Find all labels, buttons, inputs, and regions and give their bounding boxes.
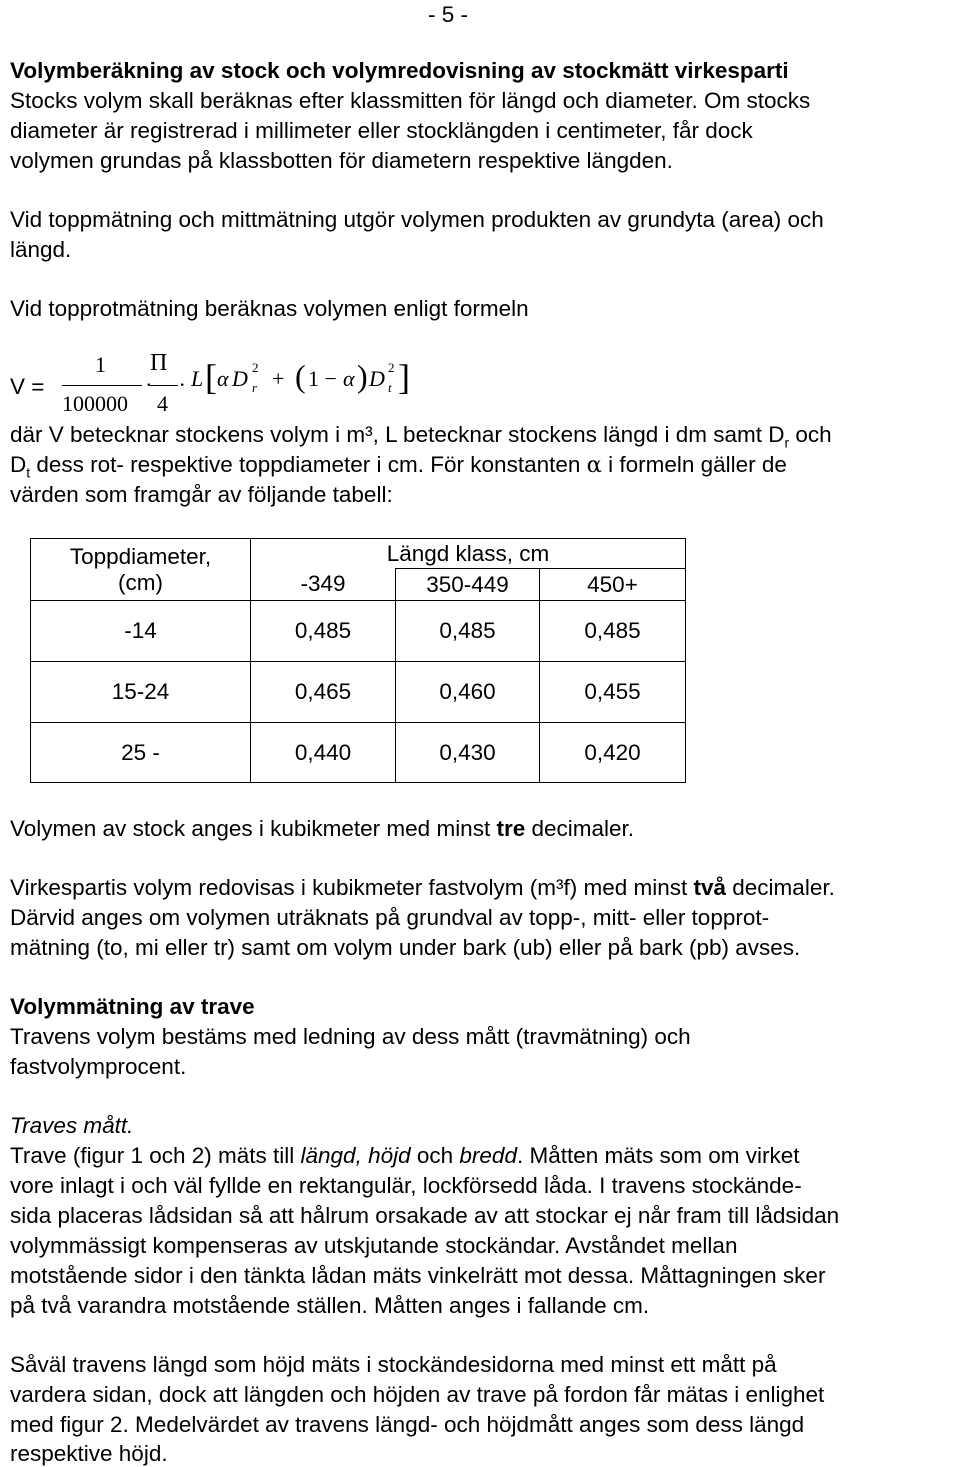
column-header: 350-449 [396, 569, 540, 601]
right-paren: ) [357, 358, 368, 394]
text-line: motstående sidor i den tänkta lådan mäts vinkelrätt mot dessa. Måttagningen sker [10, 1263, 826, 1288]
plus-sign: + [272, 366, 285, 391]
text-line: Vid topprotmätning beräknas volymen enligt formeln [10, 296, 529, 321]
text-line: värden som framgår av följande tabell: [10, 482, 393, 507]
fraction-denominator: 4 [157, 391, 168, 416]
text-line: Stocks volym skall beräknas efter klassmitten för längd och diameter. Om stocks [10, 88, 811, 113]
text-line: fastvolymprocent. [10, 1054, 187, 1079]
subheading-stack-measure: Traves mått. [10, 1113, 134, 1138]
table-cell: 0,485 [396, 601, 540, 662]
alpha-symbol: α [343, 366, 355, 391]
text-line: vore inlagt i och väl fyllde en rektangulär, lockförsedd låda. I travens stockände- [10, 1173, 802, 1198]
text-line: mätning (to, mi eller tr) samt om volym under bark (ub) eller på bark (pb) avses. [10, 935, 801, 960]
text-line: Därvid anges om volymen uträknats på grundval av topp-, mitt- eller topprot- [10, 905, 770, 930]
text-line: volymen grundas på klassbotten för diametern respektive längden. [10, 148, 673, 173]
table-header-diameter: Toppdiameter, (cm) [31, 539, 251, 601]
table-cell: 0,440 [251, 723, 396, 783]
formula-lhs: V = [10, 374, 45, 399]
table-cell: 0,420 [540, 723, 686, 783]
left-paren: ( [295, 358, 306, 394]
table-cell: 0,430 [396, 723, 540, 783]
text-line: där V betecknar stockens volym i m³, L betecknar stockens längd i dm samt $D_r$ och [10, 422, 832, 451]
root-diameter-variable: D [232, 366, 248, 391]
table-cell: 0,485 [251, 601, 396, 662]
multiply-dot: . [146, 366, 152, 391]
row-label: -14 [31, 601, 251, 662]
length-variable: . L [180, 366, 204, 391]
text-line: Såväl travens längd som höjd mäts i stockändesidorna med minst ett mått på [10, 1352, 777, 1377]
text-line: vardera sidan, dock att längden och höjden av trave på fordon får mätas i enlighet [10, 1382, 825, 1407]
row-label: 15-24 [31, 662, 251, 723]
volume-formula [10, 348, 430, 426]
pi-symbol: Π [150, 350, 168, 376]
table-cell: 0,455 [540, 662, 686, 723]
table-row [31, 662, 686, 723]
top-diameter-variable: D [369, 366, 385, 391]
text-line: volymmässigt kompenseras av utskjutande stockändar. Avståndet mellan [10, 1233, 738, 1258]
right-bracket: ] [398, 357, 410, 397]
table-cell: 0,485 [540, 601, 686, 662]
text-line: Volymen av stock anges i kubikmeter med minst tre decimaler. [10, 816, 635, 841]
table-cell: 0,465 [251, 662, 396, 723]
text-line: Travens volym bestäms med ledning av dess mått (travmätning) och [10, 1024, 691, 1049]
fraction-denominator: 100000 [62, 391, 128, 416]
column-header: -349 [251, 569, 396, 601]
alpha-table [30, 538, 686, 783]
fraction-bar [62, 385, 142, 386]
section-heading-stack: Volymmätning av trave [10, 994, 255, 1019]
text-line: Trave (figur 1 och 2) mäts till längd, höjd och bredd. Måtten mäts som om virket [10, 1143, 800, 1168]
column-header: 450+ [540, 569, 686, 601]
text-line: sida placeras lådsidan så att hålrum orsakade av att stockar ej når fram till lådsidan [10, 1203, 840, 1228]
table-row [31, 601, 686, 662]
table-header-length-class: Längd klass, cm [251, 539, 686, 569]
page-number: - 5 - [428, 2, 469, 27]
exponent: 2 [252, 360, 259, 375]
text-line: på två varandra motstående ställen. Måtten anges i fallande cm. [10, 1293, 650, 1318]
text-line: diameter är registrerad i millimeter eller stocklängden i centimeter, får dock [10, 118, 753, 143]
text-line: med figur 2. Medelvärdet av travens längd- och höjdmått anges som dess längd [10, 1412, 805, 1437]
fraction-numerator: 1 [95, 352, 106, 377]
table-row [31, 723, 686, 783]
subscript-r: r [252, 380, 258, 395]
fraction-bar [150, 385, 178, 386]
subscript-t: t [388, 380, 392, 395]
text-line: längd. [10, 237, 72, 262]
text-line: Virkespartis volym redovisas i kubikmeter fastvolym (m³f) med minst två decimaler. [10, 875, 835, 900]
left-bracket: [ [205, 357, 217, 397]
row-label: 25 - [31, 723, 251, 783]
exponent: 2 [388, 360, 395, 375]
alpha-symbol: α [217, 366, 229, 391]
table-cell: 0,460 [396, 662, 540, 723]
text-line: Vid toppmätning och mittmätning utgör volymen produkten av grundyta (area) och [10, 207, 824, 232]
text-line: respektive höjd. [10, 1441, 168, 1466]
one-minus: 1 − [308, 366, 337, 391]
section-heading-volume: Volymberäkning av stock och volymredovisning av stockmätt virkesparti [10, 58, 789, 83]
text-line: $D_t$ dess rot- respektive toppdiameter i cm. För konstanten α i formeln gäller de [10, 452, 787, 481]
